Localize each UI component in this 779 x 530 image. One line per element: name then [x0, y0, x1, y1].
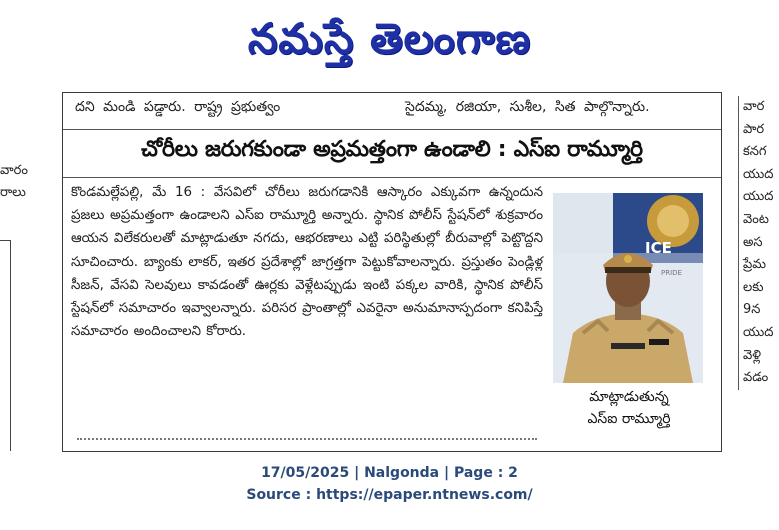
- photo-caption-line: మాట్లాడుతున్న: [589, 389, 669, 405]
- article-body: కొండమల్లేపల్లి, మే 16 : వేసవిలో చోరీలు జరుగడానికి ఆస్కారం ఎక్కువగా ఉన్నందున ప్రజలు అప్రమత్తంగా ఉండాలని ఎస్ఐ రామ్మూర్తి అన్నారు. స్థానిక పోలీస్ స్టేషన్‌లో శుక్రవారం ఆయన విలేకరులతో మాట్లాడుతూ నగదు, ఆభరణాలు ఎట్టి పరిస్థితుల్లో బీరువాల్లో పెట్టొద్దని సూచించారు. బ్యాంకు లాకర్, ఇతర ప్రదేశాల్లో జాగ్రత్తగా పెట్టుకోవాలన్నారు. ప్రస్తుతం పెండ్లిళ్ల సీజన్, వేసవి సెలవులు కావడంతో ఊర్లకు వెళ్లేటప్పుడు ఇంటి పక్కల వారికి, స్థానిక పోలీస్ స్టేషన్‌లో సమాచారం ఇవ్వాలన్నారు. పరిసర ప్రాంతాల్లో ఎవరైనా అనుమానాస్పదంగా కనిపిస్తే సమాచారం అందించాలని కోరారు.: [71, 185, 543, 340]
- police-officer-image: [553, 193, 703, 383]
- edition-info: 17/05/2025 | Nalgonda | Page : 2: [261, 465, 518, 481]
- left-column-fragment: [0, 160, 60, 204]
- photo-caption-line: ఎస్ఐ రామ్మూర్తి: [587, 411, 671, 427]
- left-column-border: [0, 240, 11, 451]
- right-column-line: వడం: [743, 370, 769, 386]
- newspaper-title: నమస్తే తెలంగాణ: [247, 14, 532, 63]
- right-column-line: ప్రేమ: [743, 257, 766, 273]
- masthead: [0, 0, 779, 88]
- news-clipping: [62, 92, 722, 452]
- right-column-line: వార: [743, 99, 765, 114]
- divider: [63, 177, 721, 178]
- source-link[interactable]: Source : https://epaper.ntnews.com/: [246, 487, 533, 503]
- right-column-line: యుద: [743, 189, 774, 205]
- right-column-line: అస: [743, 234, 763, 250]
- previous-article-tail-left: దని మండి పడ్డారు. రాష్ట్ర ప్రభుత్వం: [75, 99, 281, 115]
- backdrop-patch-text: PRIDE: [661, 269, 682, 277]
- right-column-line: యుద: [743, 324, 774, 340]
- backdrop-badge-text: ICE: [645, 239, 672, 257]
- right-column-line: కనగ: [743, 144, 767, 160]
- article-headline: చోరీలు జరుగకుండా అప్రమత్తంగా ఉండాలి : ఎస్ఐ రామ్మూర్తి: [141, 137, 643, 162]
- left-column-line: రాలు: [0, 185, 26, 200]
- divider: [63, 129, 721, 130]
- right-column-line: 9న: [743, 302, 761, 318]
- si-photo: [553, 193, 703, 383]
- right-column-line: పార: [743, 121, 765, 137]
- right-column-line: వెంట: [743, 211, 769, 227]
- right-column-line: లకు: [743, 279, 764, 295]
- left-column-line: వారం: [0, 163, 28, 178]
- right-column-fragment: [738, 96, 779, 390]
- right-column-line: వెళ్లి: [743, 347, 762, 363]
- page-footer: [0, 462, 779, 506]
- next-article-cutoff: [77, 438, 537, 448]
- previous-article-tail-right: సైదమ్మ, రజియా, సుశీల, సిత పాల్గొన్నారు.: [405, 99, 650, 115]
- photo-caption: [553, 386, 705, 430]
- right-column-line: యుద: [743, 166, 774, 182]
